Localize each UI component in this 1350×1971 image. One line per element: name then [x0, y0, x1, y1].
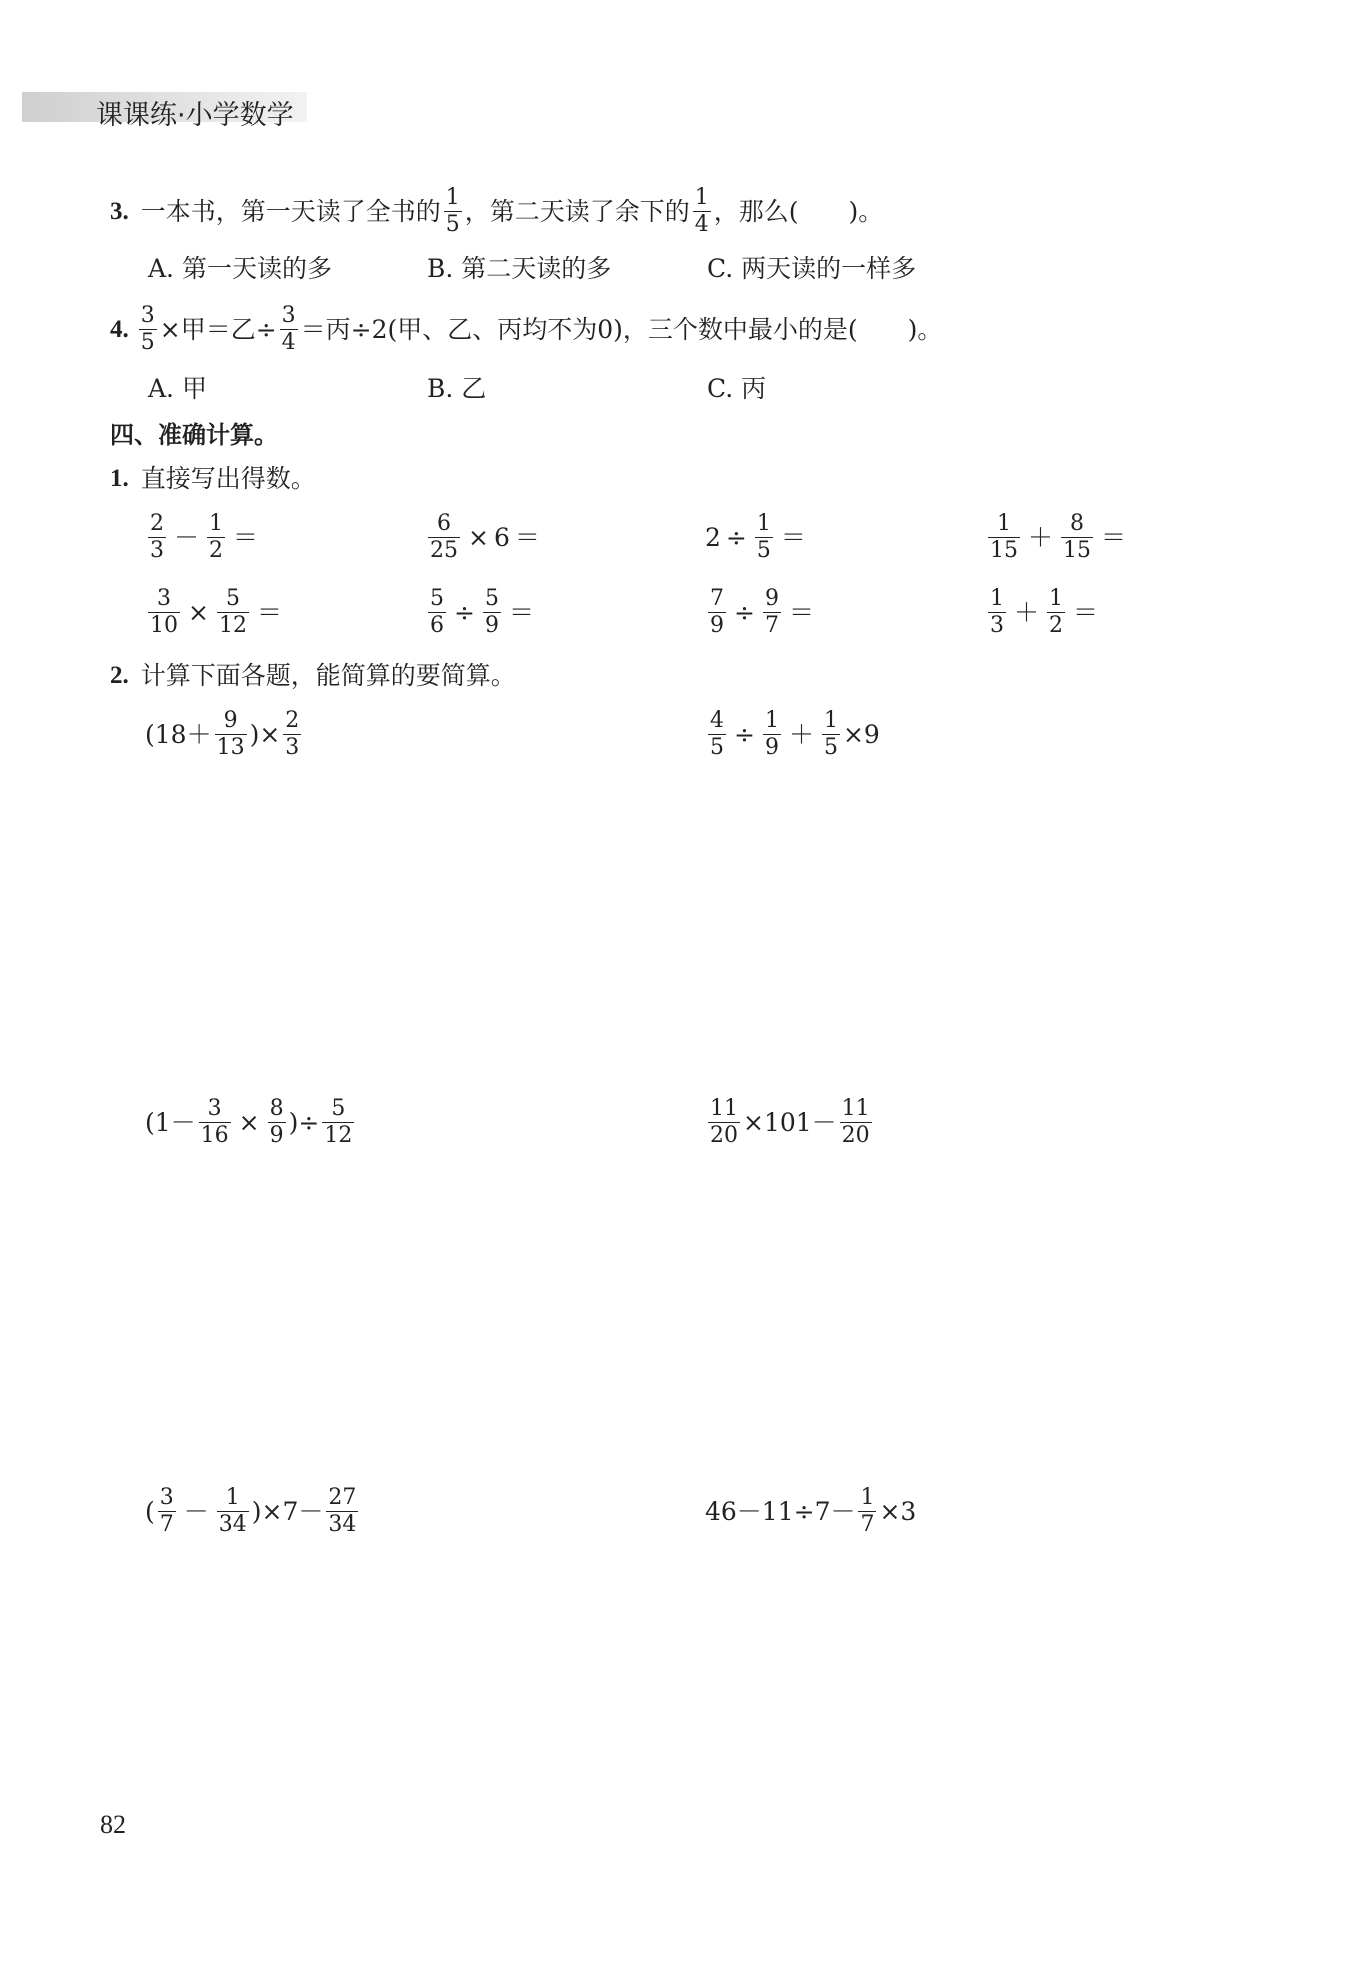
question-text: 直接写出得数。 — [140, 464, 316, 493]
book-title: 课课练·小学数学 — [96, 100, 294, 131]
calc-item: $\frac{6}{25}$ × 6 ＝ — [430, 511, 540, 563]
calc-expression-2: $\frac{4}{5}$ ÷ $\frac{1}{9}$ ＋ $\frac{1}{5}$ ×9 — [710, 708, 880, 760]
question-text: 计算下面各题，能简算的要简算。 — [140, 661, 516, 690]
option-b: B. 第二天读的多 — [427, 254, 612, 283]
page-number: 82 — [100, 1810, 126, 1839]
question-text: ，那么( )。 — [713, 197, 884, 226]
question-number: 3. — [110, 198, 129, 225]
calc-item: $\frac{1}{15}$ ＋ $\frac{8}{15}$ ＝ — [990, 511, 1127, 563]
fraction: $\frac{3}{4}$ — [281, 303, 296, 355]
option-c: C. 丙 — [707, 374, 767, 403]
calc-expression-3: (1－ $\frac{3}{16}$ × $\frac{8}{9}$ )÷ $\frac{5}{12}$ — [145, 1096, 353, 1148]
question-text: 一本书，第一天读了全书的 — [140, 197, 441, 226]
section-title: 四、准确计算。 — [110, 421, 278, 449]
option-c: C. 两天读的一样多 — [707, 254, 917, 283]
option-a: A. 甲 — [148, 374, 207, 403]
calc-item: $\frac{2}{3}$ － $\frac{1}{2}$ ＝ — [150, 511, 259, 563]
option-a: A. 第一天读的多 — [148, 254, 332, 283]
question-text: ，第二天读了余下的 — [464, 197, 690, 226]
calc-expression-6: 46－11÷7－ $\frac{1}{7}$ ×3 — [705, 1485, 917, 1537]
calc-expression-5: ( $\frac{3}{7}$ － $\frac{1}{34}$ )×7－ $\frac{27}{34}$ — [145, 1485, 357, 1537]
question-number: 2. — [110, 662, 129, 689]
fraction: $\frac{1}{4}$ — [694, 185, 709, 237]
calc-item: 2 ÷ $\frac{1}{5}$ ＝ — [705, 511, 806, 563]
question-text: ×甲＝乙÷ — [159, 315, 277, 344]
calc-item: $\frac{7}{9}$ ÷ $\frac{9}{7}$ ＝ — [710, 586, 814, 638]
fraction: $\frac{3}{5}$ — [140, 303, 155, 355]
question-4 — [110, 305, 942, 354]
fraction: $\frac{1}{5}$ — [445, 185, 460, 237]
part-1-heading — [110, 466, 316, 491]
question-number: 4. — [110, 316, 129, 343]
calc-expression-4: $\frac{11}{20}$ ×101－ $\frac{11}{20}$ — [710, 1096, 870, 1148]
calc-item: $\frac{1}{3}$ ＋ $\frac{1}{2}$ ＝ — [990, 586, 1099, 638]
question-text: ＝丙÷2(甲、乙、丙均不为0)，三个数中最小的是( )。 — [300, 315, 943, 344]
calc-expression-1: (18＋ $\frac{9}{13}$ )× $\frac{2}{3}$ — [145, 708, 300, 760]
question-number: 1. — [110, 465, 129, 492]
question-3 — [110, 187, 883, 236]
calc-item: $\frac{5}{6}$ ÷ $\frac{5}{9}$ ＝ — [430, 586, 534, 638]
calc-item: $\frac{3}{10}$ × $\frac{5}{12}$ ＝ — [150, 586, 282, 638]
part-2-heading — [110, 663, 516, 688]
option-b: B. 乙 — [427, 374, 487, 403]
